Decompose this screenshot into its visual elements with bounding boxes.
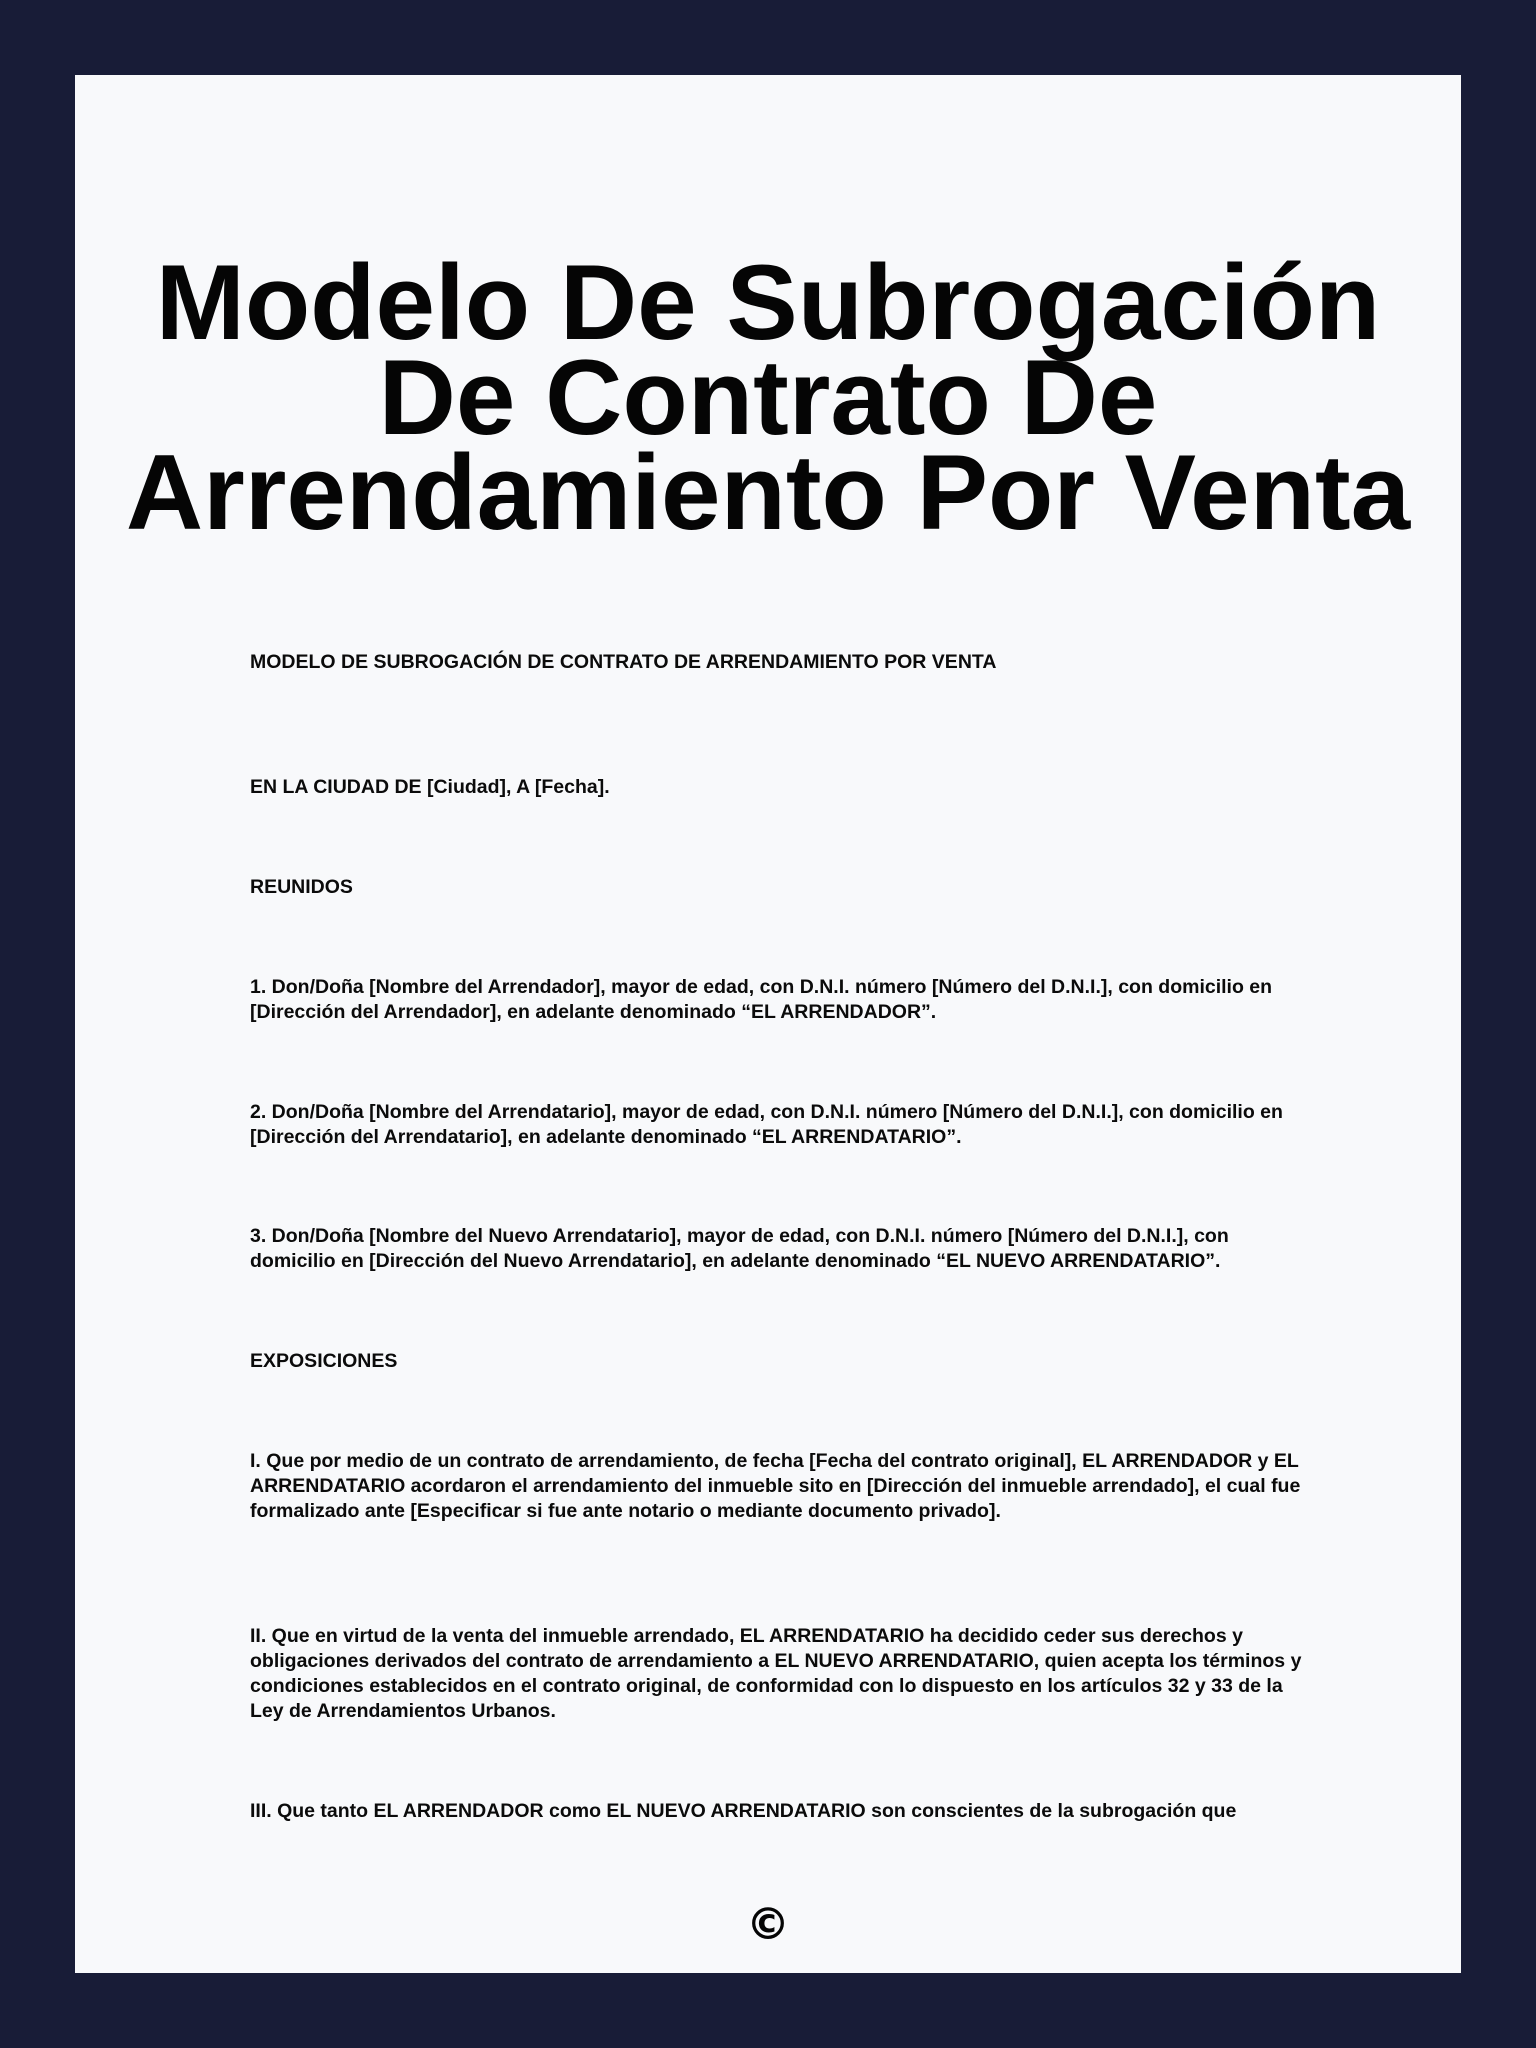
paragraph-exposicion-2: II. Que en virtud de la venta del inmueble arrendado, EL ARRENDATARIO ha decidido ceder sus derechos y obligaciones derivados del contrato de arrendamiento a EL NUEVO ARRENDATARIO, quien acepta los términos y condiciones establecidos en el contrato original, de conformidad con lo dispuesto en los artículos 32 y 33 de la Ley de Arrendamientos Urbanos. xyxy=(250,1625,1302,1722)
paragraph-party-arrendador: 1. Don/Doña [Nombre del Arrendador], mayor de edad, con D.N.I. número [Número del D.N.I.], con domicilio en [Dirección del Arrendador], en adelante denominado “EL ARRENDADOR”. xyxy=(250,976,1273,1023)
paragraph-party-arrendatario: 2. Don/Doña [Nombre del Arrendatario], mayor de edad, con D.N.I. número [Número del D.N.I.], con domicilio en [Dirección del Arrendatario], en adelante denominado “EL ARRENDATARIO”. xyxy=(250,1101,1283,1148)
document-title: Modelo De Subrogación De Contrato De Arrendamiento Por Venta xyxy=(125,242,1411,552)
paragraph-place-date: EN LA CIUDAD DE [Ciudad], A [Fecha]. xyxy=(250,776,610,798)
paragraph-exposicion-1: I. Que por medio de un contrato de arrendamiento, de fecha [Fecha del contrato original], EL ARRENDADOR y EL ARRENDATARIO acordaron el arrendamiento del inmueble sito en [Dirección del inmueble arrendado], el cual fue formalizado ante [Especificar si fue ante notario o mediante documento privado]. xyxy=(250,1450,1301,1522)
section-heading-reunidos: REUNIDOS xyxy=(250,876,353,898)
document-heading: MODELO DE SUBROGACIÓN DE CONTRATO DE ARRENDAMIENTO POR VENTA xyxy=(250,651,997,673)
paragraph-party-nuevo-arrendatario: 3. Don/Doña [Nombre del Nuevo Arrendatario], mayor de edad, con D.N.I. número [Número del D.N.I.], con domicilio en [Dirección del Nuevo Arrendatario], en adelante denominado “EL NUEVO ARRENDATARIO”. xyxy=(250,1225,1229,1272)
document-page xyxy=(75,75,1461,1973)
section-heading-exposiciones: EXPOSICIONES xyxy=(250,1350,398,1372)
copyright-icon: © xyxy=(746,1899,790,1950)
paragraph-exposicion-3: III. Que tanto EL ARRENDADOR como EL NUEVO ARRENDATARIO son conscientes de la subrogación que xyxy=(250,1800,1237,1822)
